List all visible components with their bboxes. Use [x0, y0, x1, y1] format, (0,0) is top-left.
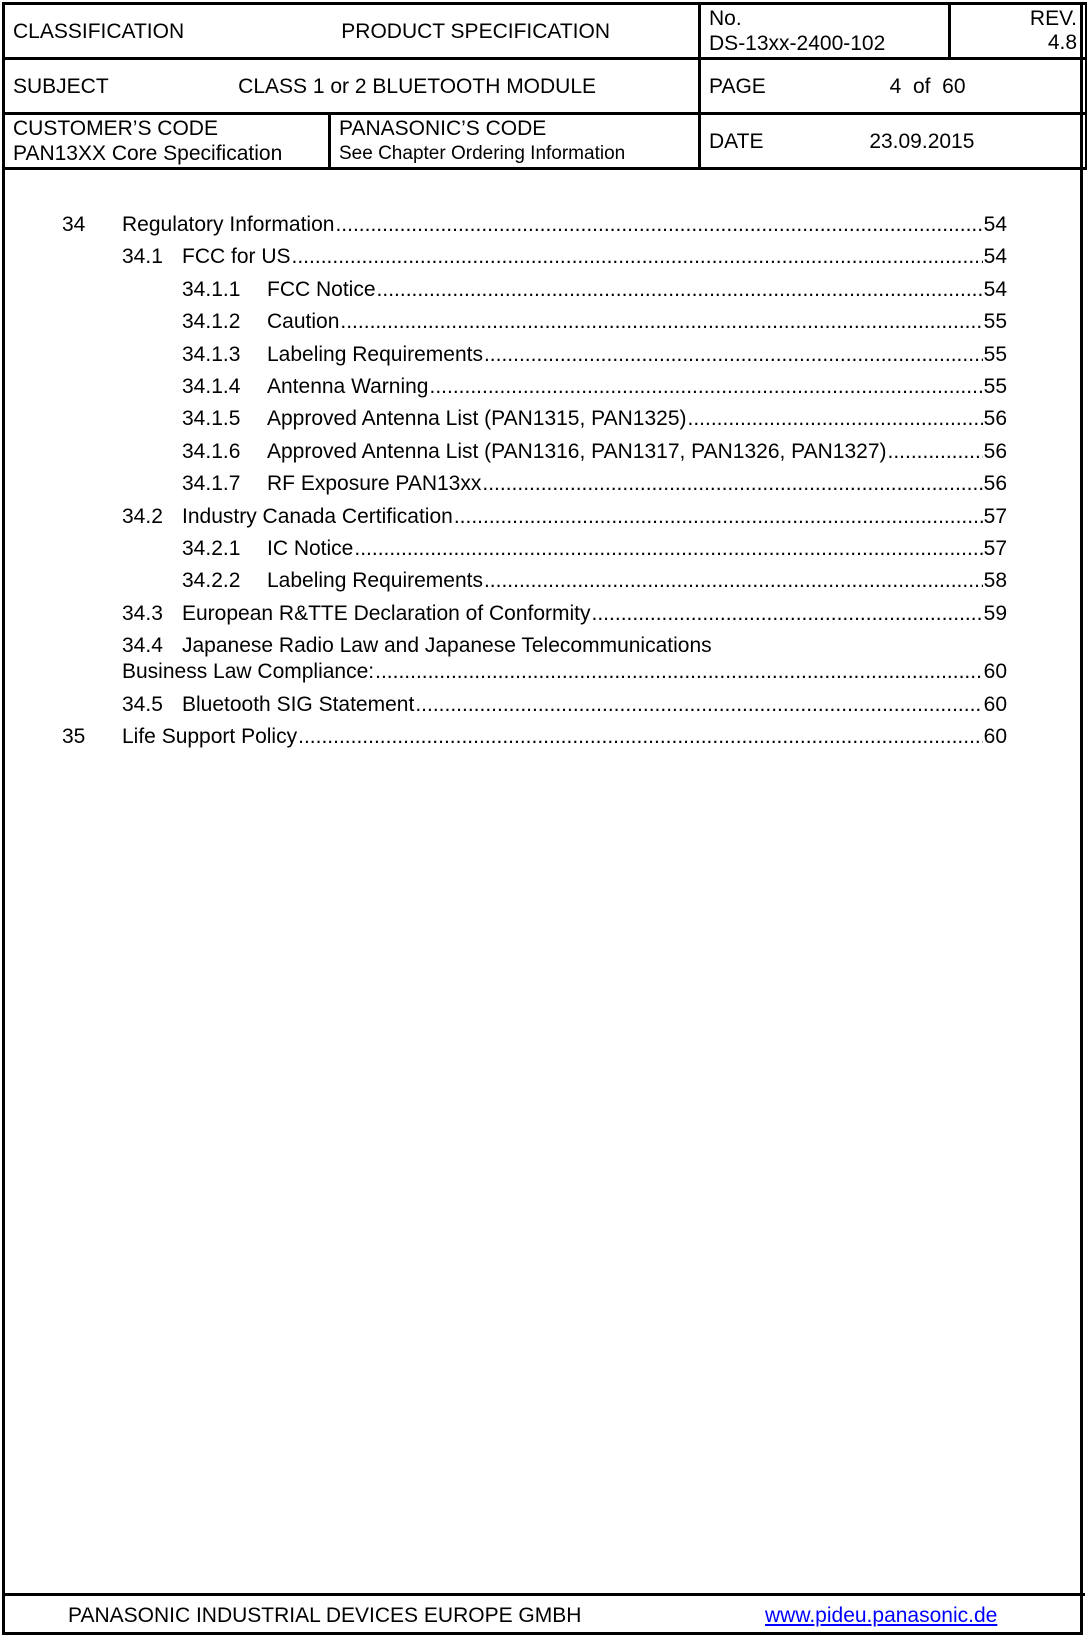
toc-entry-number: 34.1.2: [182, 310, 241, 334]
toc-entry-page: 57: [983, 504, 1007, 528]
toc-entry-page: 55: [983, 375, 1007, 398]
doc-number-cell: [700, 4, 950, 59]
footer-company: PANASONIC INDUSTRIAL DEVICES EUROPE GMBH: [68, 1604, 582, 1627]
date-cell: [700, 114, 1087, 169]
toc-entry-leader: [430, 374, 983, 400]
toc-entry[interactable]: [0, 374, 1087, 404]
toc-entry-number: 34.4: [122, 634, 163, 658]
toc-entry-title: Labeling Requirements: [267, 342, 483, 366]
toc-entry-title: IC Notice: [267, 537, 354, 560]
toc-entry[interactable]: [0, 601, 1087, 631]
toc-entry[interactable]: [0, 471, 1087, 501]
classification-cell: [4, 4, 700, 59]
toc-entry-leader: [375, 659, 983, 685]
toc-entry[interactable]: [0, 692, 1087, 722]
page-label: PAGE: [709, 74, 766, 98]
toc-entry-page: 54: [983, 245, 1007, 269]
toc-entry-leader: [377, 277, 983, 303]
revision-value: 4.8: [1047, 31, 1078, 54]
panasonic-code-cell: [330, 114, 700, 169]
toc-entry-title: Industry Canada Certification: [182, 504, 453, 528]
toc-entry-page: 56: [983, 439, 1007, 463]
toc-entry-page: 58: [983, 569, 1007, 593]
toc-entry[interactable]: [0, 568, 1087, 598]
toc-entry[interactable]: [0, 536, 1087, 566]
classification-label: CLASSIFICATION: [13, 19, 185, 43]
document-header: [2, 2, 1087, 170]
toc-entry-page: 59: [983, 601, 1007, 625]
toc-entry[interactable]: [0, 212, 1087, 242]
toc-entry-leader: [415, 692, 982, 718]
toc-entry-number: 34.3: [122, 601, 163, 625]
toc-entry-title: Japanese Radio Law and Japanese Telecommunications: [182, 634, 712, 658]
toc-entry-title: FCC Notice: [267, 277, 376, 301]
revision-cell: [950, 4, 1087, 59]
toc-entry-leader: [484, 568, 983, 594]
toc-entry-number: 34.5: [122, 692, 163, 716]
subject-label: SUBJECT: [13, 74, 109, 98]
panasonic-code-label: PANASONIC’S CODE: [339, 117, 547, 140]
toc-entry[interactable]: [0, 633, 1087, 689]
toc-entry-page: 60: [983, 725, 1007, 748]
date-value: 23.09.2015: [869, 129, 975, 153]
toc-entry-leader: [482, 471, 982, 497]
toc-entry-number: 34.2.2: [182, 569, 241, 593]
customer-code-value: PAN13XX Core Specification: [13, 142, 283, 165]
toc-entry-title: Life Support Policy: [122, 725, 298, 748]
toc-entry-title: Approved Antenna List (PAN1315, PAN1325): [267, 407, 687, 431]
toc-entry-number: 34.1.5: [182, 407, 241, 431]
toc-entry-page: 54: [983, 277, 1007, 301]
subject-cell: [4, 59, 700, 114]
page-cell: [700, 59, 1087, 114]
page-footer: [2, 1593, 1085, 1635]
toc-entry-title: Regulatory Information: [122, 213, 335, 236]
toc-entry-page: 56: [983, 472, 1007, 496]
toc-entry-leader: [592, 601, 983, 627]
toc-entry-number: 34.2.1: [182, 537, 241, 560]
toc-entry-leader: [335, 212, 982, 238]
doc-number-label: No.: [709, 7, 742, 30]
toc-entry-number: 34.1: [122, 245, 163, 269]
date-label: DATE: [709, 129, 764, 153]
toc-entry-title: Approved Antenna List (PAN1316, PAN1317, PAN1326, PAN1327): [267, 439, 887, 463]
toc-entry-title: Antenna Warning: [267, 375, 429, 398]
toc-entry[interactable]: [0, 504, 1087, 534]
toc-entry-leader: [484, 342, 983, 368]
toc-entry-page: 55: [983, 310, 1007, 334]
toc-entry-number: 34: [62, 213, 86, 236]
toc-entry-title: Caution: [267, 310, 340, 334]
toc-entry-leader: [888, 439, 983, 465]
toc-entry-page: 56: [983, 407, 1007, 431]
page-value: 4 of 60: [889, 74, 966, 98]
toc-entry[interactable]: [0, 342, 1087, 372]
toc-entry[interactable]: [0, 724, 1087, 754]
toc-entry[interactable]: [0, 309, 1087, 339]
toc-entry-title: FCC for US: [182, 245, 291, 269]
toc-entry-title: Bluetooth SIG Statement: [182, 692, 415, 716]
toc-entry-number: 34.1.1: [182, 277, 241, 301]
subject-value: CLASS 1 or 2 BLUETOOTH MODULE: [238, 74, 597, 98]
toc-entry[interactable]: [0, 277, 1087, 307]
toc-entry[interactable]: [0, 244, 1087, 274]
toc-entry-number: 34.1.6: [182, 439, 241, 463]
toc-entry-title-continued: Business Law Compliance:: [122, 660, 375, 684]
toc-entry-number: 34.2: [122, 504, 163, 528]
toc-entry-leader: [292, 244, 983, 270]
toc-entry-page: 55: [983, 342, 1007, 366]
toc-entry-title: RF Exposure PAN13xx: [267, 472, 482, 496]
toc-entry-leader: [354, 536, 982, 562]
toc-entry-leader: [340, 309, 982, 335]
toc-entry-title: Labeling Requirements: [267, 569, 483, 593]
toc-entry-number: 34.1.4: [182, 375, 241, 398]
customer-code-label: CUSTOMER’S CODE: [13, 117, 218, 140]
toc-entry-page: 60: [983, 660, 1007, 684]
toc-entry-number: 34.1.7: [182, 472, 241, 496]
toc-entry-leader: [688, 406, 983, 432]
toc-entry-number: 34.1.3: [182, 342, 241, 366]
toc-entry-page: 60: [983, 692, 1007, 716]
footer-url-link[interactable]: www.pideu.panasonic.de: [765, 1604, 998, 1627]
classification-value: PRODUCT SPECIFICATION: [341, 19, 611, 43]
panasonic-code-value: See Chapter Ordering Information: [339, 143, 626, 164]
toc-entry-page: 54: [983, 213, 1007, 236]
toc-entry-title: European R&TTE Declaration of Conformity: [182, 601, 591, 625]
doc-number-value: DS-13xx-2400-102: [709, 32, 886, 55]
customer-code-cell: [4, 114, 330, 169]
toc-entry-leader: [454, 504, 983, 530]
toc-entry[interactable]: [0, 406, 1087, 436]
toc-entry-number: 35: [62, 725, 86, 748]
toc-entry[interactable]: [0, 439, 1087, 469]
toc-entry-leader: [298, 724, 983, 750]
toc-entry-page: 57: [983, 537, 1007, 560]
revision-label: REV.: [1029, 7, 1078, 30]
